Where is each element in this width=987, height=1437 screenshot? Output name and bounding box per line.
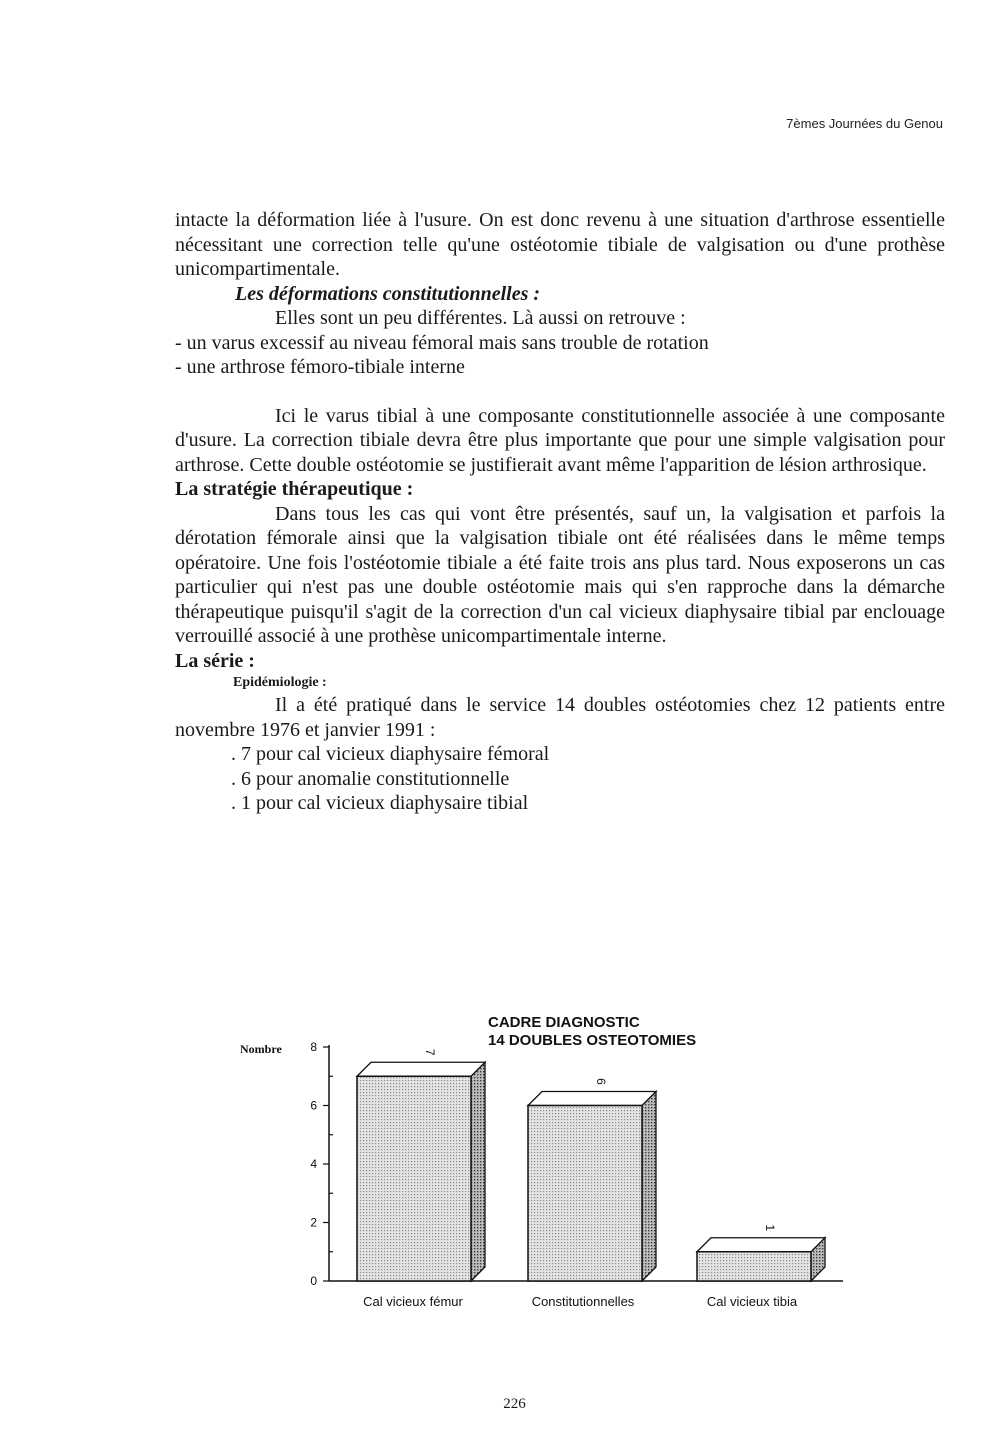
y-axis-label: Nombre xyxy=(240,1042,282,1056)
list-item-tibia: . 1 pour cal vicieux diaphysaire tibial xyxy=(231,792,529,814)
paragraph-tibial-varus: Ici le varus tibial à une composante constitutionnelle associée à une composante d'usure. La correction tibiale devra être plus importante que pour une simple valgisation pour arthrose. Cette double ostéotomie se justifierait avant même l'apparition de lésion arthrosique. xyxy=(175,404,945,476)
y-tick-label: 2 xyxy=(310,1215,317,1230)
chart-bars xyxy=(357,1062,825,1281)
bar-side xyxy=(642,1092,656,1282)
heading-series: La série : xyxy=(175,649,255,672)
y-tick-label: 6 xyxy=(310,1098,317,1113)
list-item-constitutional: . 6 pour anomalie constitutionnelle xyxy=(231,767,510,790)
chart-subtitle: 14 DOUBLES OSTEOTOMIES xyxy=(488,1032,697,1049)
y-tick-label: 8 xyxy=(310,1040,317,1054)
constitutional-item-2: - une arthrose fémoro-tibiale interne xyxy=(175,356,465,378)
constitutional-item-1: - un varus excessif au niveau fémoral mais sans trouble de rotation xyxy=(175,331,709,354)
bar-top xyxy=(357,1062,485,1076)
bar-data-label: 1 xyxy=(763,1224,777,1232)
y-tick-label: 4 xyxy=(310,1157,317,1171)
bar-top xyxy=(697,1238,825,1252)
list-item-femur: . 7 pour cal vicieux diaphysaire fémoral xyxy=(231,743,550,765)
heading-epidemiology: Epidémiologie : xyxy=(233,675,327,690)
bar-front xyxy=(528,1106,642,1282)
subheading-constitutional-deformations: Les déformations constitutionnelles : xyxy=(235,282,541,305)
bar-front xyxy=(357,1076,471,1281)
bar-front xyxy=(697,1252,811,1281)
constitutional-intro: Elles sont un peu différentes. Là aussi on retrouve : xyxy=(275,307,686,329)
chart-title: CADRE DIAGNOSTIC xyxy=(488,1014,640,1031)
y-tick-label: 0 xyxy=(310,1274,317,1288)
category-label: Constitutionnelles xyxy=(531,1294,635,1309)
bar-data-label: 6 xyxy=(594,1078,608,1085)
category-label: Cal vicieux fémur xyxy=(363,1294,463,1309)
bar-side xyxy=(471,1062,485,1281)
page-number: 226 xyxy=(503,1396,526,1412)
paragraph-strategy: Dans tous les cas qui vont être présentés, sauf un, la valgisation et parfois la dérotation fémorale ainsi que la valgisation tibiale ont été réalisées dans le même temps opératoire. Une fois l'ostéotomie tibiale a été faite trois ans plus tard. Nous exposerons un cas particulier qui n'est pas une double ostéotomie mais qui s'en rapproche dans la démarche thérapeutique puisqu'il s'agit de la correction d'un cal vicieux diaphysaire tibial par enclouage verrouillé associé à une prothèse unicompartimentale interne. xyxy=(175,502,945,647)
paragraph-epidemiology: Il a été pratiqué dans le service 14 doubles ostéotomies chez 12 patients entre novembre 1976 et janvier 1991 : xyxy=(175,694,945,741)
running-header: 7èmes Journées du Genou xyxy=(786,116,943,131)
paragraph-intro: intacte la déformation liée à l'usure. On est donc revenu à une situation d'arthrose essentielle nécessitant une correction telle qu'une ostéotomie tibiale de valgisation ou d'une prothèse unicompartimentale. xyxy=(175,209,945,280)
bar-top xyxy=(528,1092,656,1106)
heading-therapeutic-strategy: La stratégie thérapeutique : xyxy=(175,478,414,500)
bar-data-label: 7 xyxy=(423,1048,437,1056)
category-label: Cal vicieux tibia xyxy=(706,1294,798,1309)
